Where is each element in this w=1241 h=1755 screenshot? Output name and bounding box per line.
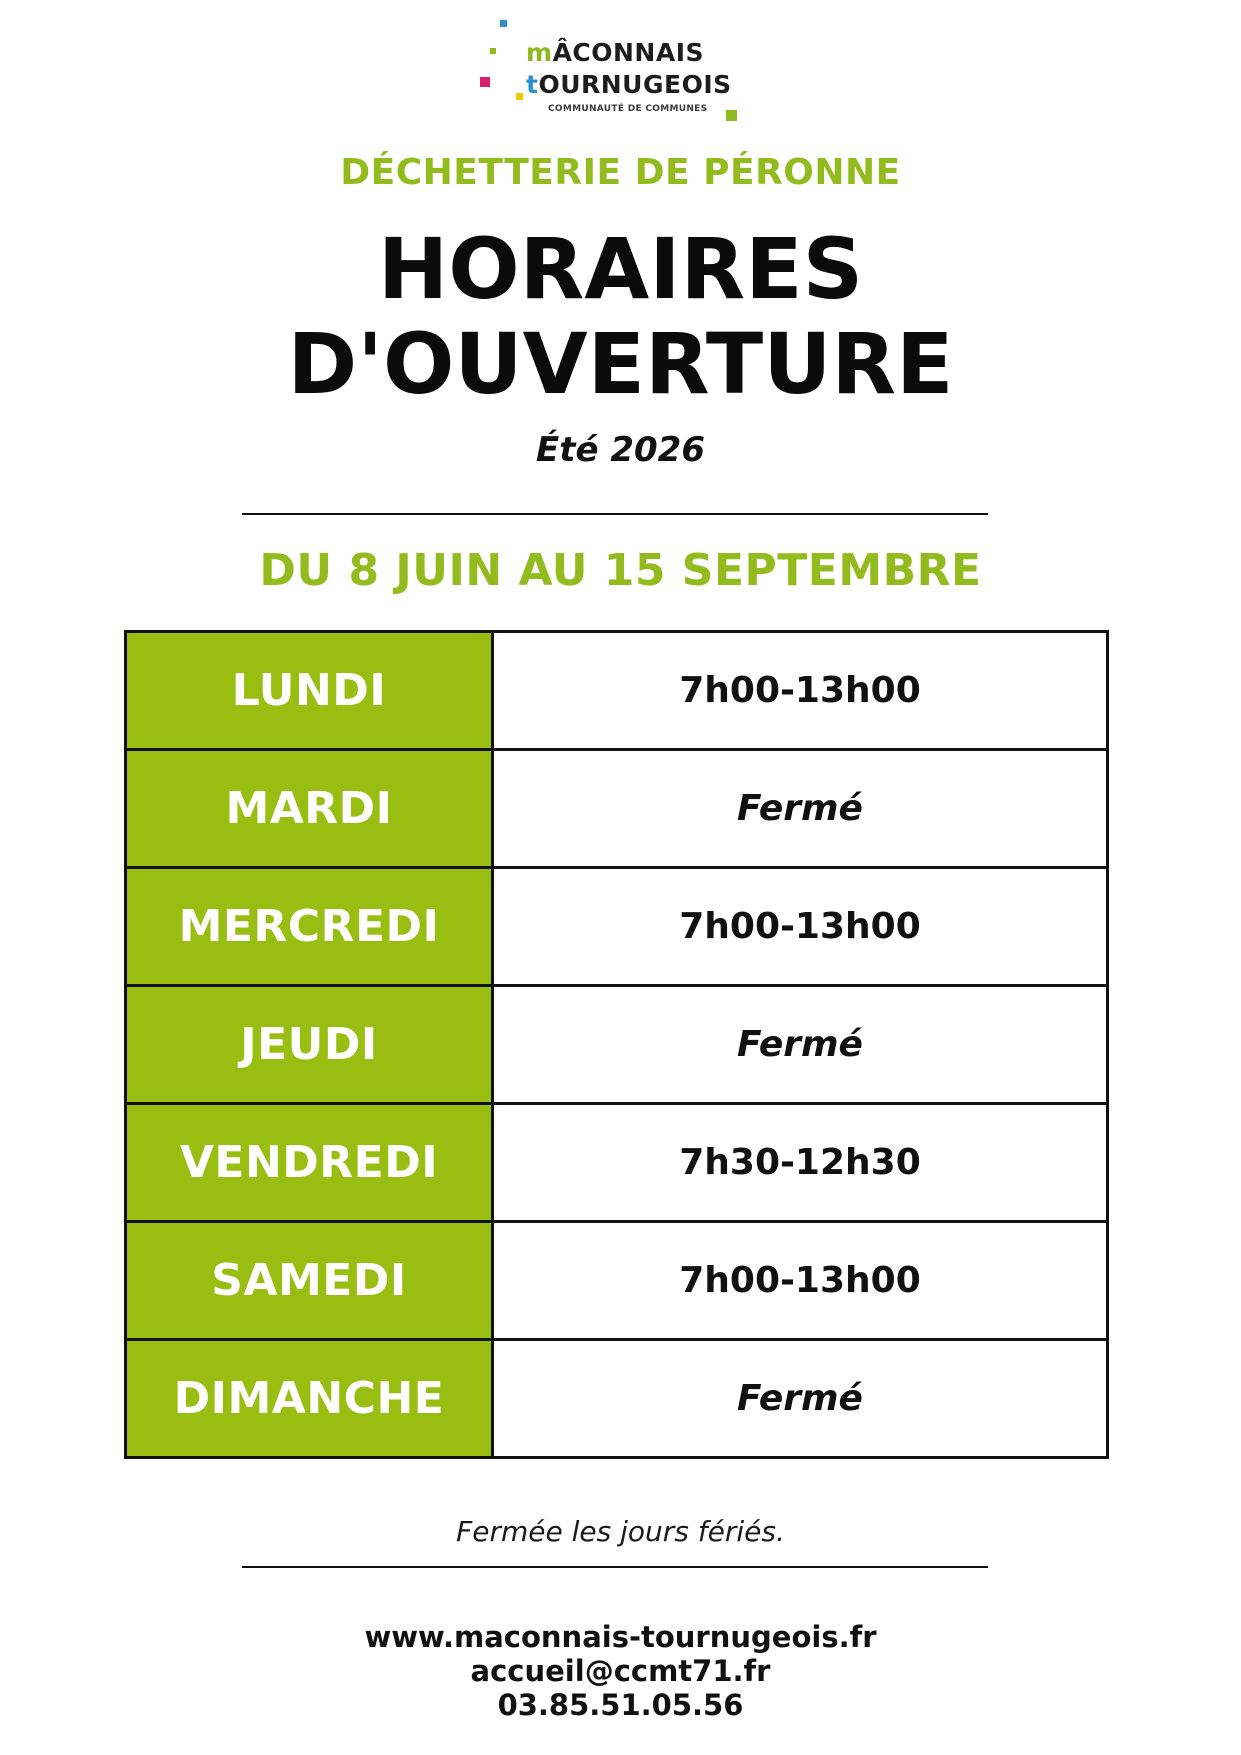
contact-block — [0, 1620, 1241, 1722]
hours-value: Fermé — [493, 750, 1108, 868]
season-label: Été 2026 — [535, 430, 705, 470]
schedule-row — [126, 750, 1108, 868]
divider-top — [242, 513, 988, 515]
hours-value: Fermé — [493, 1340, 1108, 1458]
logo-accent-t: t — [526, 70, 539, 99]
logo-line-2-text: OURNUGEOIS — [538, 70, 732, 99]
schedule-row — [126, 868, 1108, 986]
logo-square-pink — [480, 77, 490, 87]
day-label: LUNDI — [126, 632, 493, 750]
day-label: JEUDI — [126, 986, 493, 1104]
day-label: VENDREDI — [126, 1104, 493, 1222]
logo-line-1-text: ÂCONNAIS — [552, 38, 705, 67]
schedule-row — [126, 632, 1108, 750]
hours-value: 7h00-13h00 — [493, 868, 1108, 986]
logo-square-yellow — [516, 93, 523, 100]
schedule-table — [124, 630, 1109, 1459]
hours-value: Fermé — [493, 986, 1108, 1104]
logo-accent-m: m — [526, 38, 553, 67]
day-label: DIMANCHE — [126, 1340, 493, 1458]
holiday-note: Fermée les jours fériés. — [456, 1515, 785, 1548]
logo-line-2 — [526, 72, 732, 97]
email-link[interactable]: accueil@ccmt71.fr — [470, 1654, 771, 1688]
page-title — [0, 222, 1241, 412]
hours-value: 7h00-13h00 — [493, 1222, 1108, 1340]
hours-value: 7h30-12h30 — [493, 1104, 1108, 1222]
period-label: DU 8 JUIN AU 15 SEPTEMBRE — [259, 545, 982, 596]
logo-subtitle: COMMUNAUTÉ DE COMMUNES — [548, 104, 708, 114]
day-label: MARDI — [126, 750, 493, 868]
day-label: SAMEDI — [126, 1222, 493, 1340]
facility-name: DÉCHETTERIE DE PÉRONNE — [340, 152, 901, 193]
logo-square-green — [490, 48, 496, 54]
divider-bottom — [242, 1566, 988, 1568]
schedule-row — [126, 1104, 1108, 1222]
phone-number[interactable]: 03.85.51.05.56 — [497, 1688, 744, 1722]
logo-line-1 — [526, 40, 704, 65]
logo-square-green-large — [726, 110, 737, 121]
logo — [490, 20, 760, 130]
schedule-row — [126, 1340, 1108, 1458]
schedule-row — [126, 1222, 1108, 1340]
schedule-row — [126, 986, 1108, 1104]
day-label: MERCREDI — [126, 868, 493, 986]
page-title-line-1: HORAIRES — [377, 220, 864, 318]
hours-value: 7h00-13h00 — [493, 632, 1108, 750]
logo-square-blue — [500, 20, 507, 27]
page-title-line-2: D'OUVERTURE — [287, 315, 954, 413]
website-link[interactable]: www.maconnais-tournugeois.fr — [364, 1620, 877, 1654]
